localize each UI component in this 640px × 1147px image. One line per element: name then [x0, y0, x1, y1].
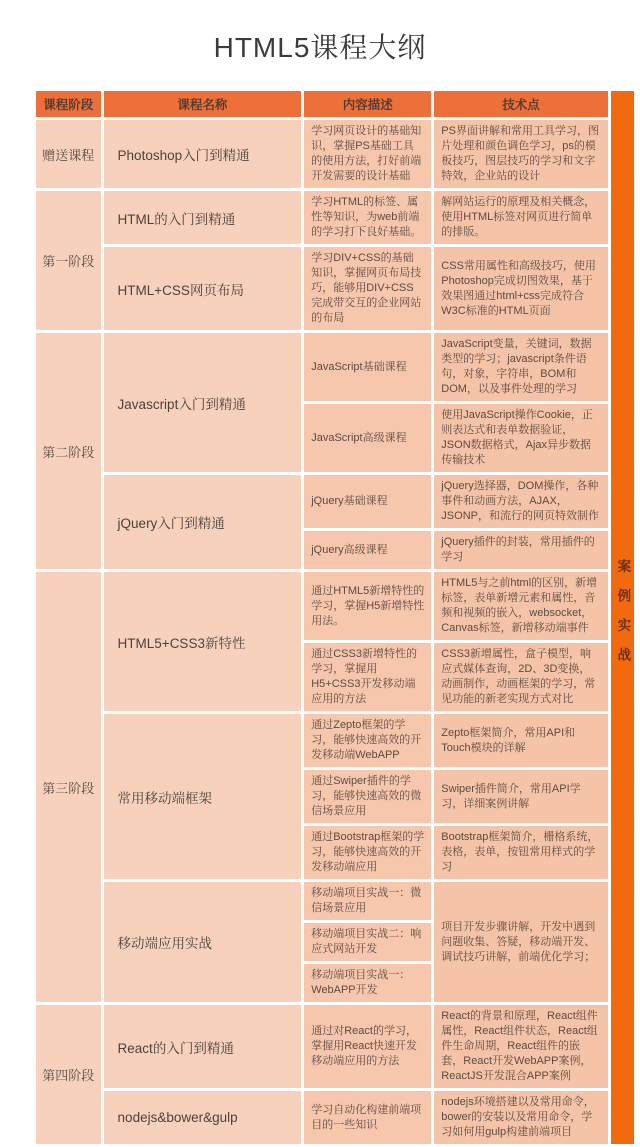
desc-cell: 移动端项目实战二：响应式网站开发: [304, 923, 431, 961]
table-row: [36, 1005, 634, 1088]
column-header-course: 课程名称: [104, 91, 302, 117]
desc-cell: 学习DIV+CSS的基础知识，掌握网页布局技巧，能够用DIV+CSS完成带交互的企业网站的布局: [304, 247, 431, 330]
tech-cell: nodejs环境搭建以及常用命令，bower的安装以及常用命令，学习如何用gulp构建前端项目: [434, 1091, 607, 1144]
page-title: HTML5课程大纲: [213, 32, 427, 63]
case-practice-banner: [611, 91, 634, 1144]
column-header-description: 内容描述: [304, 91, 431, 117]
stage-cell: 第三阶段: [36, 572, 101, 1002]
tech-cell: jQuery插件的封装，常用插件的学习: [434, 531, 607, 569]
tech-cell: 项目开发步骤讲解，开发中遇到问题收集、答疑，移动端开发、调试技巧讲解，前端优化学习；: [434, 882, 607, 1002]
header-row: [36, 91, 634, 117]
desc-cell: 移动端项目实战一：WebAPP开发: [304, 964, 431, 1002]
tech-cell: 使用JavaScript操作Cookie，正则表达式和表单数据验证，JSON数据格式，Ajax异步数据传输技术: [434, 404, 607, 472]
desc-cell: 移动端项目实战一：微信场景应用: [304, 882, 431, 920]
course-cell: HTML的入门到精通: [104, 191, 302, 244]
course-cell: HTML+CSS网页布局: [104, 247, 302, 330]
table-row: [36, 191, 634, 244]
tech-cell: PS界面讲解和常用工具学习，图片处理和颜色调色学习，ps的模板技巧，图层技巧的学习和文字特效，企业站的设计: [434, 120, 607, 188]
tech-cell: Zepto框架简介，常用API和Touch模块的详解: [434, 714, 607, 767]
table-row: [36, 333, 634, 401]
course-cell: 移动端应用实战: [104, 882, 302, 1002]
table-row: [36, 714, 634, 767]
tech-cell: CSS3新增属性，盒子模型，响应式媒体查询，2D、3D变换，动画制作，动画框架的学习，常见功能的新老实现方式对比: [434, 643, 607, 711]
desc-cell: jQuery基础课程: [304, 475, 431, 528]
desc-cell: 学习自动化构建前端项目的一些知识: [304, 1091, 431, 1144]
banner-label: 案例实战: [615, 558, 631, 677]
table-row: [36, 882, 634, 920]
desc-cell: JavaScript高级课程: [304, 404, 431, 472]
course-cell: HTML5+CSS3新特性: [104, 572, 302, 711]
stage-cell: 第二阶段: [36, 333, 101, 569]
tech-cell: HTML5与之前html的区别，新增标签，表单新增元素和属性，音频和视频的嵌入，websocket，Canvas标签，新增移动端事件: [434, 572, 607, 640]
desc-cell: 学习HTML的标签、属性等知识，为web前端的学习打下良好基础。: [304, 191, 431, 244]
course-cell: 常用移动端框架: [104, 714, 302, 879]
column-header-techpoints: 技术点: [434, 91, 607, 117]
stage-cell: 第一阶段: [36, 191, 101, 330]
table-row: [36, 572, 634, 640]
desc-cell: 通过CSS3新增特性的学习，掌握用H5+CSS3开发移动端应用的方法: [304, 643, 431, 711]
tech-cell: CSS常用属性和高级技巧，使用Photoshop完成切图效果，基于效果图通过html+css完成符合W3C标准的HTML页面: [434, 247, 607, 330]
course-cell: nodejs&bower&gulp: [104, 1091, 302, 1144]
course-cell: React的入门到精通: [104, 1005, 302, 1088]
course-outline-table: [33, 88, 637, 1147]
desc-cell: 通过对React的学习，掌握用React快速开发移动端应用的方法: [304, 1005, 431, 1088]
desc-cell: 通过HTML5新增特性的学习，掌握H5新增特性用法。: [304, 572, 431, 640]
desc-cell: 通过Swiper插件的学习，能够快速高效的微信场景应用: [304, 770, 431, 823]
table-row: [36, 247, 634, 330]
table-row: [36, 475, 634, 528]
course-cell: jQuery入门到精通: [104, 475, 302, 569]
desc-cell: 学习网页设计的基础知识，掌握PS基础工具的使用方法，打好前端开发需要的设计基础: [304, 120, 431, 188]
tech-cell: jQuery选择器，DOM操作，各种事件和动画方法，AJAX，JSONP，和流行的网页特效制作: [434, 475, 607, 528]
tech-cell: React的背景和原理，React组件属性，React组件状态，React组件生命周期，React组件的嵌套，React开发WebAPP案例，ReactJS开发混合APP案例: [434, 1005, 607, 1088]
desc-cell: 通过Bootstrap框架的学习，能够快速高效的开发移动端应用: [304, 826, 431, 879]
stage-cell: 第四阶段: [36, 1005, 101, 1144]
tech-cell: Bootstrap框架简介，栅格系统，表格，表单，按钮常用样式的学习: [434, 826, 607, 879]
tech-cell: JavaScript变量，关键词，数据类型的学习；javascript条件语句，对象，字符串，BOM和DOM，以及事件处理的学习: [434, 333, 607, 401]
tech-cell: Swiper插件简介，常用API学习，详细案例讲解: [434, 770, 607, 823]
stage-cell: 赠送课程: [36, 120, 101, 188]
tech-cell: 解网站运行的原理及相关概念，使用HTML标签对网页进行简单的排版。: [434, 191, 607, 244]
column-header-stage: 课程阶段: [36, 91, 101, 117]
desc-cell: JavaScript基础课程: [304, 333, 431, 401]
course-cell: Photoshop入门到精通: [104, 120, 302, 188]
course-cell: Javascript入门到精通: [104, 333, 302, 472]
table-row: [36, 1091, 634, 1144]
desc-cell: jQuery高级课程: [304, 531, 431, 569]
desc-cell: 通过Zepto框架的学习，能够快速高效的开发移动端WebAPP: [304, 714, 431, 767]
table-row: [36, 120, 634, 188]
